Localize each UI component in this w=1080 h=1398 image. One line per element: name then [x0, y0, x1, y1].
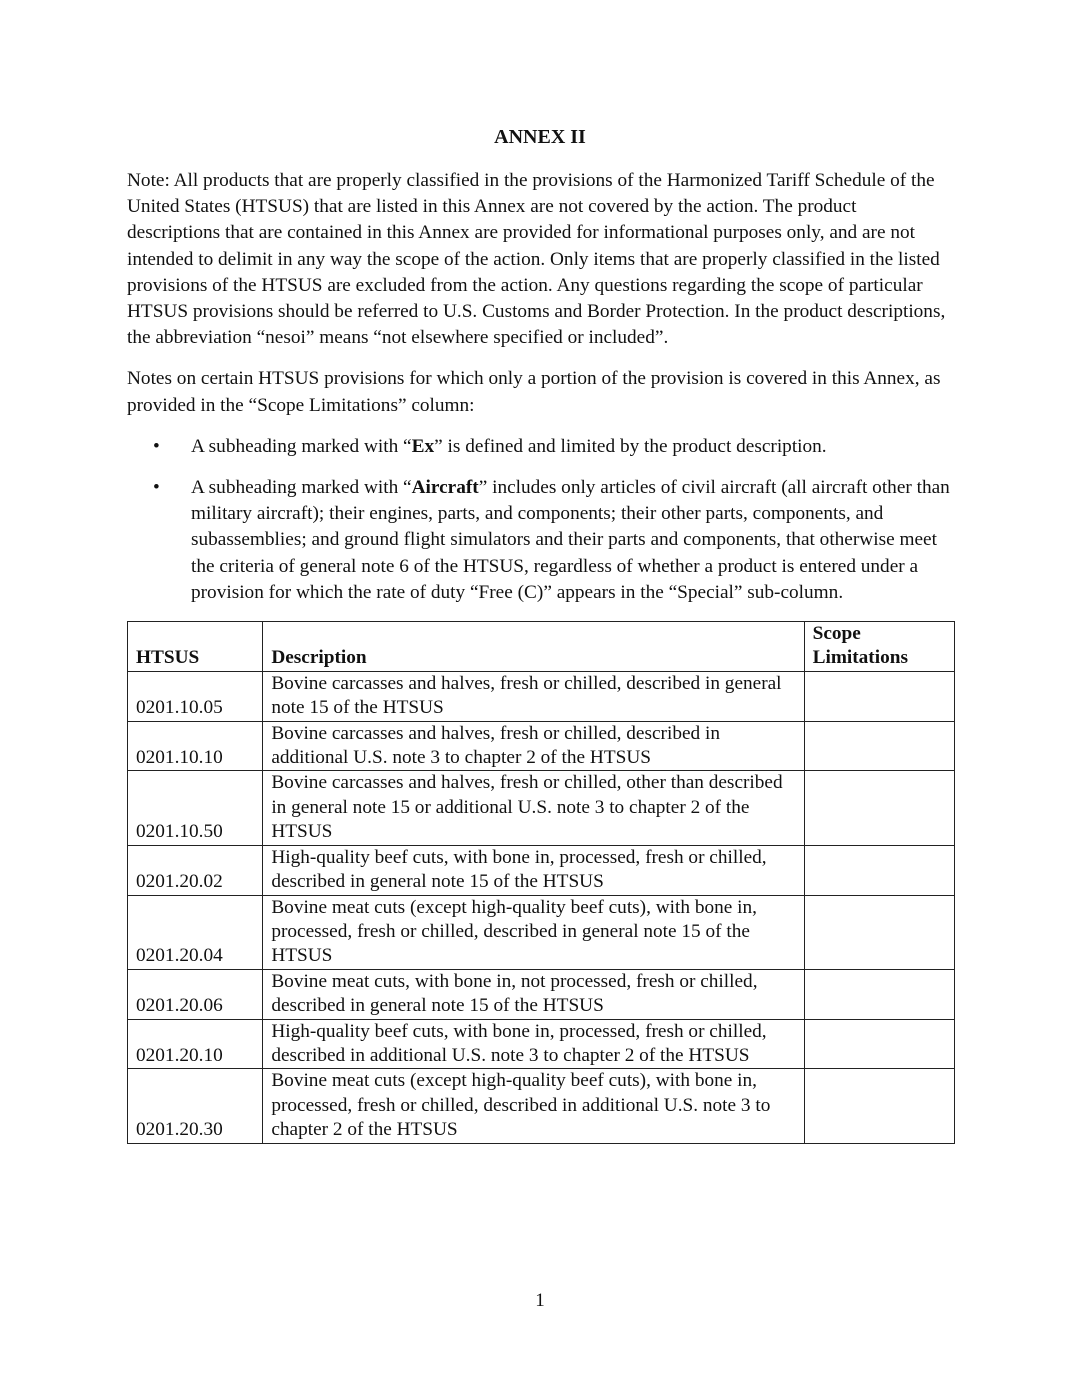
table-row — [128, 969, 955, 1019]
table-row — [128, 1069, 955, 1143]
cell-scope — [804, 895, 954, 969]
bullet-item-ex — [127, 434, 953, 460]
cell-description: Bovine meat cuts (except high-quality beef cuts), with bone in, processed, fresh or chilled, described in general note 15 of the HTSUS — [263, 895, 804, 969]
bullet-prefix: A subheading marked with “ — [191, 477, 412, 499]
table-row — [128, 895, 955, 969]
cell-scope — [804, 721, 954, 771]
cell-htsus: 0201.20.02 — [128, 845, 263, 895]
cell-scope — [804, 845, 954, 895]
cell-htsus: 0201.10.50 — [128, 771, 263, 845]
cell-description: Bovine carcasses and halves, fresh or chilled, other than described in general note 15 or additional U.S. note 3 to chapter 2 of the HTSUS — [263, 771, 804, 845]
cell-scope — [804, 1019, 954, 1069]
htsus-table — [127, 621, 955, 1144]
cell-scope — [804, 969, 954, 1019]
bullet-dot-icon: • — [153, 477, 160, 499]
cell-htsus: 0201.20.04 — [128, 895, 263, 969]
table-row — [128, 845, 955, 895]
cell-htsus: 0201.20.10 — [128, 1019, 263, 1069]
table-row — [128, 1019, 955, 1069]
bullet-item-aircraft — [127, 475, 953, 606]
page-number: 1 — [535, 1290, 545, 1311]
header-scope-line1: Scope — [812, 623, 861, 645]
header-description: Description — [263, 622, 804, 672]
bullet-prefix: A subheading marked with “ — [191, 435, 412, 457]
bullet-bold-term: Aircraft — [411, 477, 479, 499]
table-row — [128, 721, 955, 771]
note-paragraph: Note: All products that are properly classified in the provisions of the Harmonized Tariff Schedule of the United States (HTSUS) that are listed in this Annex are not covered by the action. The product descriptions that are contained in this Annex are provided for informational purposes only, and are not intended to delimit in any way the scope of the action. Only items that are properly classified in the listed provisions of the HTSUS are excluded from the action. Any questions regarding the scope of particular HTSUS provisions should be referred to U.S. Customs and Border Protection. In the product descriptions, the abbreviation “nesoi” means “not elsewhere specified or included”. — [127, 170, 946, 349]
cell-htsus: 0201.20.30 — [128, 1069, 263, 1143]
bullet-dot-icon: • — [153, 435, 160, 457]
bullet-bold-term: Ex — [411, 435, 435, 457]
cell-description: High-quality beef cuts, with bone in, processed, fresh or chilled, described in general note 15 of the HTSUS — [263, 845, 804, 895]
cell-description: High-quality beef cuts, with bone in, processed, fresh or chilled, described in additional U.S. note 3 to chapter 2 of the HTSUS — [263, 1019, 804, 1069]
cell-scope — [804, 1069, 954, 1143]
cell-htsus: 0201.10.05 — [128, 671, 263, 721]
table-header-row — [128, 622, 955, 672]
cell-description: Bovine meat cuts, with bone in, not processed, fresh or chilled, described in general note 15 of the HTSUS — [263, 969, 804, 1019]
header-htsus: HTSUS — [128, 622, 263, 672]
cell-scope — [804, 671, 954, 721]
cell-scope — [804, 771, 954, 845]
notes-intro: Notes on certain HTSUS provisions for which only a portion of the provision is covered in this Annex, as provided in the “Scope Limitations” column: — [127, 368, 941, 416]
cell-description: Bovine carcasses and halves, fresh or chilled, described in general note 15 of the HTSUS — [263, 671, 804, 721]
cell-description: Bovine meat cuts (except high-quality beef cuts), with bone in, processed, fresh or chilled, described in additional U.S. note 3 to chapter 2 of the HTSUS — [263, 1069, 804, 1143]
bullet-list — [127, 434, 953, 606]
bullet-suffix: ” includes only articles of civil aircraft (all aircraft other than military aircraft); their engines, parts, and components; their other parts, components, and subassemblies; and ground flight simulators and their parts and components, that otherwise meet the criteria of general note 6 of the HTSUS, regardless of whether a product is entered under a provision for which the rate of duty “Free (C)” appears in the “Special” sub-column. — [191, 477, 950, 603]
cell-htsus: 0201.10.10 — [128, 721, 263, 771]
cell-htsus: 0201.20.06 — [128, 969, 263, 1019]
table-row — [128, 671, 955, 721]
bullet-suffix: ” is defined and limited by the product description. — [434, 435, 827, 457]
table-row — [128, 771, 955, 845]
annex-title: ANNEX II — [494, 126, 586, 148]
document-page — [127, 124, 953, 1144]
cell-description: Bovine carcasses and halves, fresh or chilled, described in additional U.S. note 3 to chapter 2 of the HTSUS — [263, 721, 804, 771]
header-scope-limitations — [804, 622, 954, 672]
header-scope-line2: Limitations — [812, 647, 908, 669]
